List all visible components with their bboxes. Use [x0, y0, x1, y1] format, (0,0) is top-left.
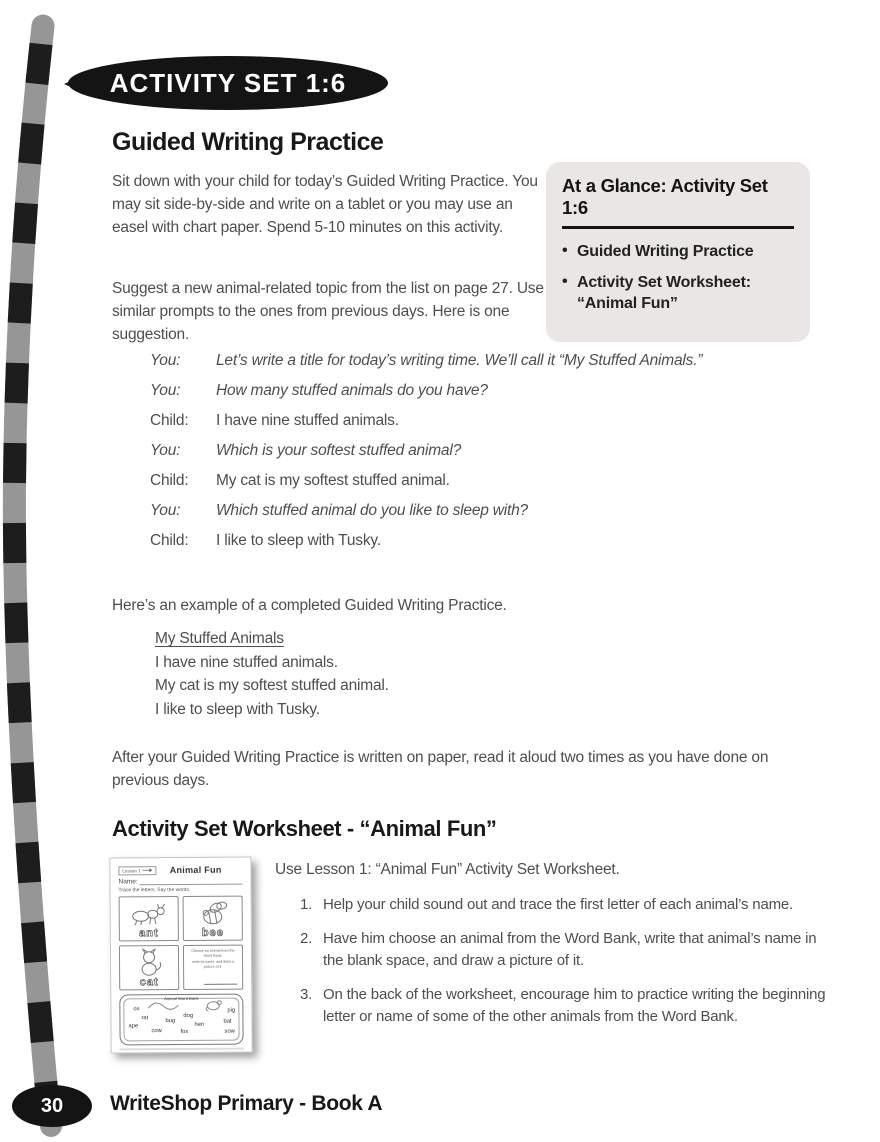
- dialogue-speaker: You:: [150, 442, 181, 459]
- word-bank-word: pig: [227, 1007, 236, 1014]
- name-field: [118, 878, 242, 886]
- dialogue-line: Which is your softest stuffed animal?: [216, 442, 462, 459]
- arrow-icon: [143, 868, 153, 872]
- dialogue-speaker: Child:: [150, 532, 189, 549]
- dialogue-speaker: You:: [150, 382, 181, 399]
- page-number-oval: [12, 1085, 92, 1127]
- at-a-glance-title: At a Glance: Activity Set 1:6: [562, 175, 794, 229]
- example-line: My cat is my softest stuffed animal.: [155, 677, 389, 694]
- write-on-line: [204, 984, 238, 985]
- step-number: 2.: [300, 929, 313, 947]
- dialogue-row: [150, 473, 702, 490]
- word-bank-word: ox: [133, 1006, 140, 1013]
- at-a-glance-item: [562, 241, 794, 262]
- copyright-strip: [120, 1048, 244, 1051]
- dialogue-row: [150, 443, 702, 460]
- name-blank-line: [140, 879, 243, 886]
- lesson-tab-label: Lesson 1: [122, 867, 141, 873]
- word-bank-word: ape: [128, 1023, 139, 1030]
- at-a-glance-panel: [546, 162, 810, 342]
- animal-word-bank: [119, 994, 243, 1046]
- example-line: I like to sleep with Tusky.: [155, 700, 320, 718]
- step-number: 1.: [300, 896, 313, 913]
- dialogue-script: [150, 353, 702, 563]
- guided-writing-heading: Guided Writing Practice: [112, 128, 384, 156]
- worksheet-step: [300, 984, 840, 1029]
- trace-word: ant: [139, 927, 159, 940]
- step-number: 3.: [300, 985, 313, 1003]
- dialogue-speaker: You:: [150, 502, 181, 519]
- dialogue-speaker: Child:: [150, 412, 189, 429]
- cat-drawing-icon: [125, 948, 173, 976]
- mouse-drawing-icon: [204, 998, 226, 1012]
- worksheet-cell-blank: [183, 945, 243, 990]
- worksheet-steps: [300, 894, 840, 1040]
- word-bank-word: fox: [180, 1028, 189, 1036]
- trace-word: cat: [139, 976, 159, 989]
- word-bank-word: bat: [223, 1018, 232, 1025]
- worksheet-thumbnail: [109, 857, 252, 1054]
- word-bank-word: bug: [165, 1018, 176, 1025]
- worm-drawing-icon: [146, 1000, 180, 1012]
- example-line: I have nine stuffed animals.: [155, 653, 338, 671]
- word-bank-word: sow: [224, 1028, 235, 1035]
- worksheet-cells: [119, 896, 244, 991]
- activity-set-banner: [68, 56, 388, 110]
- guided-paragraph-3: After your Guided Writing Practice is written on paper, read it aloud two times as you have done on previous days.: [112, 749, 769, 789]
- worksheet-step: [300, 928, 840, 973]
- dialogue-row: [150, 533, 702, 550]
- page-number: 30: [40, 1094, 64, 1117]
- name-label: Name:: [118, 878, 138, 886]
- worksheet-instruction: Trace the letters. Say the words.: [118, 886, 191, 894]
- bee-drawing-icon: [189, 899, 237, 927]
- worksheet-cell-bee: [183, 896, 243, 941]
- at-a-glance-item-label: Activity Set Worksheet: “Animal Fun”: [577, 274, 751, 313]
- dialogue-line: My cat is my softest stuffed animal.: [216, 472, 450, 489]
- worksheet-step: [300, 894, 840, 917]
- striped-rope-decoration: [0, 0, 78, 1142]
- worksheet-intro: Use Lesson 1: “Animal Fun” Activity Set Worksheet.: [275, 861, 620, 878]
- step-text: Help your child sound out and trace the first letter of each animal’s name.: [323, 896, 793, 913]
- example-intro: Here’s an example of a completed Guided Writing Practice.: [112, 597, 507, 614]
- dialogue-line: How many stuffed animals do you have?: [216, 382, 488, 399]
- dialogue-line: I like to sleep with Tusky.: [216, 532, 381, 549]
- at-a-glance-item-label: Guided Writing Practice: [577, 243, 754, 260]
- worksheet-heading: Activity Set Worksheet - “Animal Fun”: [112, 816, 497, 841]
- activity-set-banner-label: ACTIVITY SET 1:6: [109, 67, 347, 98]
- dialogue-row: [150, 383, 702, 400]
- word-bank-word: rat: [141, 1015, 149, 1022]
- guided-paragraph-1: Sit down with your child for today’s Guided Writing Practice. You may sit side-by-side and write on a tablet or you may use an easel with chart paper. Spend 5-10 minutes on this activity.: [112, 173, 538, 236]
- step-text: Have him choose an animal from the Word Bank, write that animal’s name in the blank space, and draw a picture of it.: [323, 929, 817, 969]
- dialogue-row: [150, 353, 702, 370]
- worksheet-cell-ant: [119, 896, 179, 941]
- bullet-icon: •: [562, 242, 568, 259]
- guided-paragraph-2: Suggest a new animal-related topic from the list on page 27. Use similar prompts to the ones from previous days. Here is one suggestion.: [112, 280, 544, 343]
- dialogue-row: [150, 503, 702, 520]
- at-a-glance-item: [562, 272, 794, 314]
- word-bank-word: dog: [183, 1012, 194, 1019]
- dialogue-line: I have nine stuffed animals.: [216, 412, 399, 429]
- example-title: My Stuffed Animals: [155, 630, 284, 647]
- dialogue-line: Which stuffed animal do you like to sleep with?: [216, 502, 528, 519]
- word-bank-word: hen: [194, 1021, 205, 1028]
- dialogue-row: [150, 413, 702, 430]
- bullet-icon: •: [562, 273, 568, 291]
- step-text: On the back of the worksheet, encourage him to practice writing the beginning letter or name of some of the other animals from the Word Bank.: [323, 985, 826, 1025]
- lesson-tab: [118, 866, 156, 875]
- word-bank-title: Animal Word Bank: [163, 995, 199, 1002]
- worksheet-thumbnail-header: [118, 865, 242, 876]
- blank-cell-instruction: Choose an animal from the Word Bank, write its name, and draw a picture of it.: [191, 948, 235, 970]
- ant-drawing-icon: [125, 899, 173, 927]
- trace-word: bee: [201, 926, 224, 939]
- dialogue-speaker: Child:: [150, 472, 189, 489]
- worksheet-cell-cat: [119, 945, 179, 990]
- worksheet-thumbnail-title: Animal Fun: [169, 864, 222, 876]
- word-bank-word: cow: [151, 1028, 162, 1035]
- example-writing-block: [155, 627, 389, 721]
- dialogue-speaker: You:: [150, 352, 181, 369]
- book-title: WriteShop Primary - Book A: [110, 1092, 383, 1115]
- dialogue-line: Let’s write a title for today’s writing time. We’ll call it “My Stuffed Animals.”: [216, 352, 703, 369]
